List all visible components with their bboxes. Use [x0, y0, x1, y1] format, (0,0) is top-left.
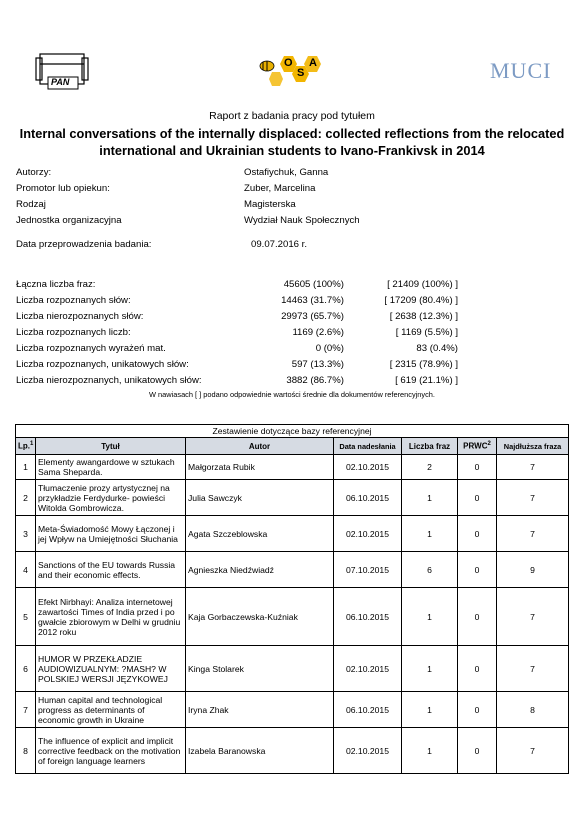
row-title: Tłumaczenie prozy artystycznej na przykładzie Ferdydurke- powieści Witolda Gombrowicza. — [36, 480, 186, 516]
meta-label-unit: Jednostka organizacyjna — [16, 215, 122, 226]
row-prwc: 0 — [458, 588, 497, 646]
stat-value: 29973 (65.7%) — [281, 311, 344, 322]
row-date: 02.10.2015 — [334, 728, 402, 774]
stat-value: 14463 (31.7%) — [281, 295, 344, 306]
row-longest: 7 — [497, 728, 569, 774]
row-title: The influence of explicit and implicit corrective feedback on the motivation of foreign language learners — [36, 728, 186, 774]
row-date: 06.10.2015 — [334, 480, 402, 516]
table-caption: Zestawienie dotyczące bazy referencyjnej — [16, 425, 569, 438]
row-author: Iryna Zhak — [186, 692, 334, 728]
col-header-prwc: PRWC$^2$ — [458, 438, 497, 455]
stat-reference: [ 619 (21.1%) ] — [395, 375, 458, 386]
col-header-longest: Najdłuższa fraza — [497, 438, 569, 455]
row-phrases: 1 — [402, 646, 458, 692]
row-phrases: 1 — [402, 728, 458, 774]
stat-label: Liczba rozpoznanych, unikatowych słów: — [16, 359, 189, 370]
stat-label: Liczba rozpoznanych wyrażeń mat. — [16, 343, 166, 354]
row-lp: 8 — [16, 728, 36, 774]
table-row — [16, 455, 569, 480]
row-date: 07.10.2015 — [334, 552, 402, 588]
row-prwc: 0 — [458, 552, 497, 588]
row-prwc: 0 — [458, 646, 497, 692]
row-phrases: 6 — [402, 552, 458, 588]
row-title: Meta-Świadomość Mowy Łączonej i jej Wpływ na Umiejętności Słuchania — [36, 516, 186, 552]
row-lp: 5 — [16, 588, 36, 646]
row-prwc: 0 — [458, 480, 497, 516]
meta-label-supervisor: Promotor lub opiekun: — [16, 183, 110, 194]
meta-value-type: Magisterska — [244, 199, 296, 210]
pan-logo-text: PAN — [51, 77, 70, 87]
row-title: Sanctions of the EU towards Russia and their economic effects. — [36, 552, 186, 588]
row-longest: 7 — [497, 588, 569, 646]
stat-label: Liczba rozpoznanych słów: — [16, 295, 131, 306]
reference-table — [15, 424, 569, 774]
table-row — [16, 588, 569, 646]
row-author: Julia Sawczyk — [186, 480, 334, 516]
stat-label: Liczba rozpoznanych liczb: — [16, 327, 131, 338]
row-phrases: 1 — [402, 588, 458, 646]
row-longest: 7 — [497, 480, 569, 516]
stat-reference: [ 1169 (5.5%) ] — [395, 327, 458, 338]
stat-reference: [ 2315 (78.9%) ] — [389, 359, 458, 370]
osa-logo-letter-s: S — [297, 67, 305, 79]
stat-value: 1169 (2.6%) — [292, 327, 344, 338]
date-value: 09.07.2016 r. — [251, 239, 308, 250]
row-author: Agata Szczeblowska — [186, 516, 334, 552]
row-prwc: 0 — [458, 728, 497, 774]
row-author: Małgorzata Rubik — [186, 455, 334, 480]
row-lp: 1 — [16, 455, 36, 480]
row-longest: 8 — [497, 692, 569, 728]
reference-note: W nawiasach [ ] podano odpowiednie wartości średnie dla dokumentów referencyjnych. — [149, 390, 435, 399]
stat-value: 597 (13.3%) — [291, 359, 344, 370]
row-phrases: 1 — [402, 480, 458, 516]
col-header-lp: Lp.$^1$ — [16, 438, 36, 455]
row-date: 02.10.2015 — [334, 516, 402, 552]
row-author: Izabela Baranowska — [186, 728, 334, 774]
row-prwc: 0 — [458, 516, 497, 552]
meta-label-type: Rodzaj — [16, 199, 46, 210]
stat-reference: 83 (0.4%) — [416, 343, 458, 354]
meta-value-unit: Wydział Nauk Społecznych — [244, 215, 360, 226]
row-phrases: 2 — [402, 455, 458, 480]
row-longest: 7 — [497, 455, 569, 480]
row-longest: 7 — [497, 516, 569, 552]
table-row — [16, 692, 569, 728]
table-row — [16, 480, 569, 516]
row-phrases: 1 — [402, 516, 458, 552]
meta-value-supervisor: Zuber, Marcelina — [244, 183, 316, 194]
row-author: Kinga Stolarek — [186, 646, 334, 692]
stat-value: 0 (0%) — [315, 343, 344, 354]
table-row — [16, 728, 569, 774]
row-date: 06.10.2015 — [334, 692, 402, 728]
row-date: 02.10.2015 — [334, 455, 402, 480]
osa-logo-letter-a: A — [309, 57, 317, 69]
row-author: Kaja Gorbaczewska-Kuźniak — [186, 588, 334, 646]
row-lp: 3 — [16, 516, 36, 552]
pan-logo — [34, 52, 92, 92]
row-phrases: 1 — [402, 692, 458, 728]
row-lp: 2 — [16, 480, 36, 516]
report-subtitle: Raport z badania pracy pod tytułem — [209, 110, 375, 122]
row-prwc: 0 — [458, 692, 497, 728]
stat-reference: [ 2638 (12.3%) ] — [389, 311, 458, 322]
col-header-author: Autor — [186, 438, 334, 455]
row-title: Human capital and technological progress as determinants of economic growth in Ukraine — [36, 692, 186, 728]
date-label: Data przeprowadzenia badania: — [16, 239, 152, 250]
thesis-title: Internal conversations of the internally displaced: collected reflections from the relocated international and Ukrainian students to Ivano-Frankivsk in 2014 — [19, 126, 565, 158]
stat-value: 45605 (100%) — [283, 279, 344, 290]
row-date: 02.10.2015 — [334, 646, 402, 692]
table-header-row — [16, 438, 569, 455]
stat-label: Liczba nierozpoznanych, unikatowych słów: — [16, 375, 202, 386]
col-header-phrases: Liczba fraz — [402, 438, 458, 455]
table-row — [16, 516, 569, 552]
osa-logo-letter-o: O — [284, 57, 293, 69]
muci-logo: MUCI — [490, 58, 552, 83]
col-header-title: Tytuł — [36, 438, 186, 455]
row-title: HUMOR W PRZEKŁADZIE AUDIOWIZUALNYM: ?MASH? W POLSKIEJ WERSJI JĘZYKOWEJ — [36, 646, 186, 692]
row-prwc: 0 — [458, 455, 497, 480]
stat-reference: [ 21409 (100%) ] — [387, 279, 458, 290]
osa-logo — [258, 52, 322, 88]
stat-label: Liczba nierozpoznanych słów: — [16, 311, 144, 322]
row-longest: 9 — [497, 552, 569, 588]
row-author: Agnieszka Niedźwiadź — [186, 552, 334, 588]
stat-value: 3882 (86.7%) — [286, 375, 344, 386]
row-date: 06.10.2015 — [334, 588, 402, 646]
table-row — [16, 552, 569, 588]
row-title: Efekt Nirbhayi: Analiza internetowej zawartości Times of India przed i po gwałcie zbiorowym w Delhi w grudniu 2012 roku — [36, 588, 186, 646]
stat-reference: [ 17209 (80.4%) ] — [384, 295, 458, 306]
row-longest: 7 — [497, 646, 569, 692]
col-header-date: Data nadesłania — [334, 438, 402, 455]
row-lp: 6 — [16, 646, 36, 692]
row-lp: 4 — [16, 552, 36, 588]
row-lp: 7 — [16, 692, 36, 728]
meta-value-authors: Ostafiychuk, Ganna — [244, 167, 329, 178]
table-row — [16, 646, 569, 692]
row-title: Elementy awangardowe w sztukach Sama Sheparda. — [36, 455, 186, 480]
meta-label-authors: Autorzy: — [16, 167, 52, 178]
stat-label: Łączna liczba fraz: — [16, 279, 96, 290]
